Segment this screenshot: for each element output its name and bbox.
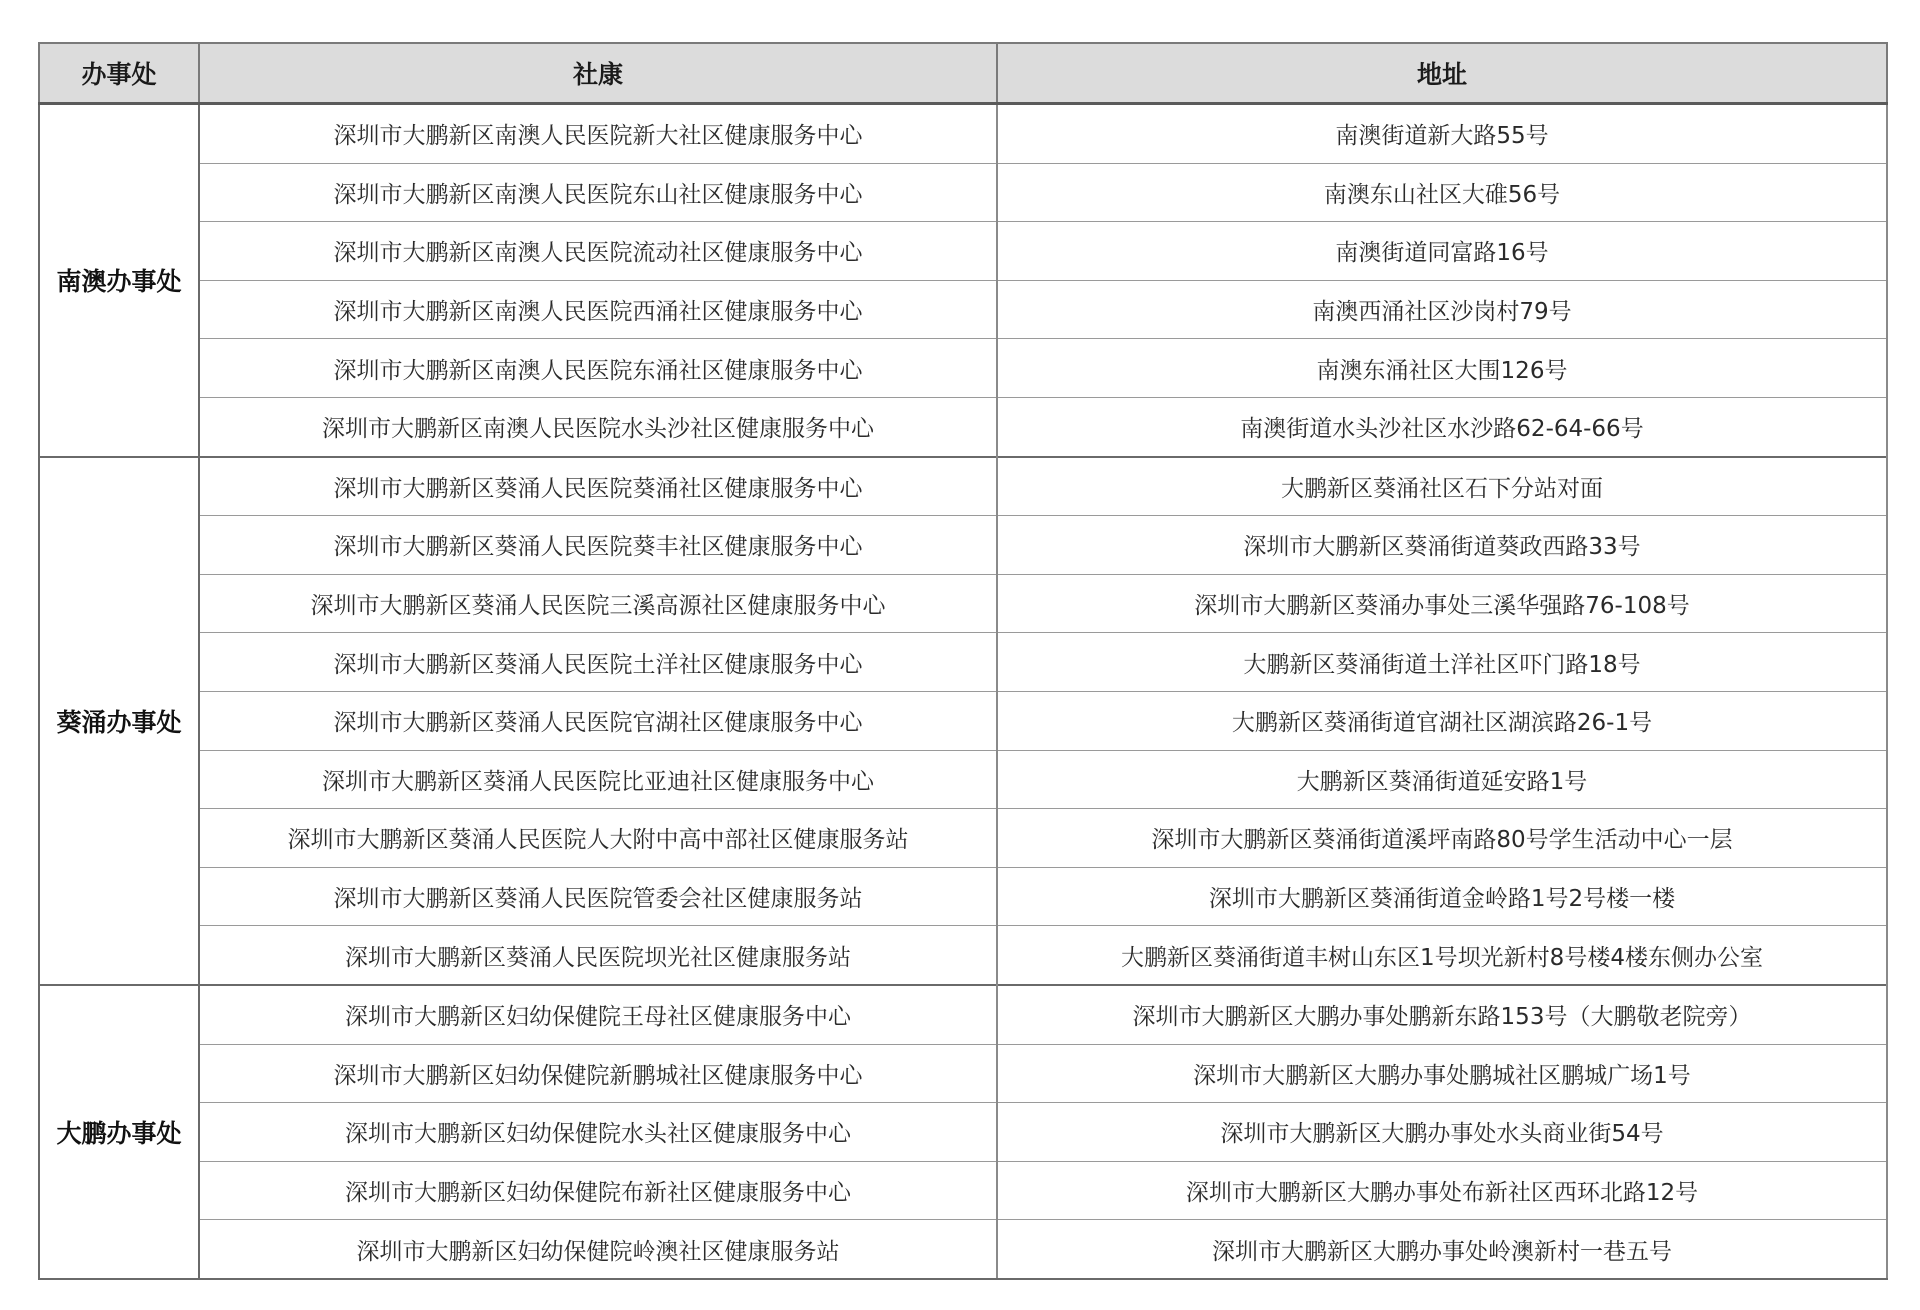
office-cell-kuichong: 葵涌办事处 [39, 457, 199, 985]
community-cell: 深圳市大鹏新区南澳人民医院东山社区健康服务中心 [199, 163, 997, 222]
table-header [39, 43, 1887, 104]
community-cell: 深圳市大鹏新区南澳人民医院水头沙社区健康服务中心 [199, 397, 997, 456]
table-row [39, 1161, 1887, 1220]
address-cell: 大鹏新区葵涌街道土洋社区吓门路18号 [997, 633, 1887, 692]
table-row [39, 222, 1887, 281]
community-cell: 深圳市大鹏新区南澳人民医院流动社区健康服务中心 [199, 222, 997, 281]
table-row [39, 280, 1887, 339]
community-cell: 深圳市大鹏新区葵涌人民医院管委会社区健康服务站 [199, 867, 997, 926]
community-cell: 深圳市大鹏新区妇幼保健院布新社区健康服务中心 [199, 1161, 997, 1220]
table-row [39, 339, 1887, 398]
table-row [39, 809, 1887, 868]
table-row [39, 574, 1887, 633]
community-cell: 深圳市大鹏新区葵涌人民医院三溪高源社区健康服务中心 [199, 574, 997, 633]
community-cell: 深圳市大鹏新区葵涌人民医院坝光社区健康服务站 [199, 926, 997, 985]
community-cell: 深圳市大鹏新区葵涌人民医院官湖社区健康服务中心 [199, 691, 997, 750]
address-cell: 深圳市大鹏新区葵涌街道溪坪南路80号学生活动中心一层 [997, 809, 1887, 868]
address-cell: 深圳市大鹏新区葵涌办事处三溪华强路76-108号 [997, 574, 1887, 633]
office-cell-nanao: 南澳办事处 [39, 104, 199, 457]
community-cell: 深圳市大鹏新区葵涌人民医院土洋社区健康服务中心 [199, 633, 997, 692]
address-cell: 南澳东涌社区大围126号 [997, 339, 1887, 398]
table-body [39, 104, 1887, 1279]
table-row [39, 633, 1887, 692]
address-cell: 深圳市大鹏新区大鹏办事处布新社区西环北路12号 [997, 1161, 1887, 1220]
address-cell: 深圳市大鹏新区大鹏办事处鹏城社区鹏城广场1号 [997, 1044, 1887, 1103]
address-cell: 南澳东山社区大碓56号 [997, 163, 1887, 222]
address-cell: 深圳市大鹏新区葵涌街道葵政西路33号 [997, 516, 1887, 575]
table-row [39, 1044, 1887, 1103]
community-cell: 深圳市大鹏新区葵涌人民医院葵涌社区健康服务中心 [199, 457, 997, 516]
address-cell: 大鹏新区葵涌街道官湖社区湖滨路26-1号 [997, 691, 1887, 750]
community-cell: 深圳市大鹏新区南澳人民医院西涌社区健康服务中心 [199, 280, 997, 339]
office-cell-dapeng: 大鹏办事处 [39, 985, 199, 1279]
address-cell: 深圳市大鹏新区葵涌街道金岭路1号2号楼一楼 [997, 867, 1887, 926]
community-cell: 深圳市大鹏新区妇幼保健院王母社区健康服务中心 [199, 985, 997, 1044]
address-cell: 大鹏新区葵涌社区石下分站对面 [997, 457, 1887, 516]
header-community: 社康 [199, 43, 997, 104]
community-cell: 深圳市大鹏新区南澳人民医院东涌社区健康服务中心 [199, 339, 997, 398]
table-row [39, 516, 1887, 575]
header-address: 地址 [997, 43, 1887, 104]
table-row [39, 1220, 1887, 1279]
address-cell: 南澳街道新大路55号 [997, 104, 1887, 164]
address-cell: 南澳街道水头沙社区水沙路62-64-66号 [997, 397, 1887, 456]
header-office: 办事处 [39, 43, 199, 104]
table-row [39, 397, 1887, 456]
address-cell: 南澳西涌社区沙岗村79号 [997, 280, 1887, 339]
table-row [39, 691, 1887, 750]
table-row [39, 163, 1887, 222]
address-cell: 大鹏新区葵涌街道丰树山东区1号坝光新村8号楼4楼东侧办公室 [997, 926, 1887, 985]
community-cell: 深圳市大鹏新区妇幼保健院水头社区健康服务中心 [199, 1103, 997, 1162]
address-cell: 深圳市大鹏新区大鹏办事处鹏新东路153号（大鹏敬老院旁） [997, 985, 1887, 1044]
table-row [39, 926, 1887, 985]
table-row [39, 104, 1887, 164]
community-cell: 深圳市大鹏新区妇幼保健院岭澳社区健康服务站 [199, 1220, 997, 1279]
community-cell: 深圳市大鹏新区葵涌人民医院葵丰社区健康服务中心 [199, 516, 997, 575]
address-cell: 南澳街道同富路16号 [997, 222, 1887, 281]
table-row [39, 750, 1887, 809]
table-row [39, 1103, 1887, 1162]
table-row [39, 985, 1887, 1044]
table-row [39, 867, 1887, 926]
community-cell: 深圳市大鹏新区葵涌人民医院人大附中高中部社区健康服务站 [199, 809, 997, 868]
community-cell: 深圳市大鹏新区葵涌人民医院比亚迪社区健康服务中心 [199, 750, 997, 809]
address-cell: 深圳市大鹏新区大鹏办事处水头商业街54号 [997, 1103, 1887, 1162]
header-row [39, 43, 1887, 104]
address-cell: 大鹏新区葵涌街道延安路1号 [997, 750, 1887, 809]
community-cell: 深圳市大鹏新区妇幼保健院新鹏城社区健康服务中心 [199, 1044, 997, 1103]
table-row [39, 457, 1887, 516]
community-cell: 深圳市大鹏新区南澳人民医院新大社区健康服务中心 [199, 104, 997, 164]
address-cell: 深圳市大鹏新区大鹏办事处岭澳新村一巷五号 [997, 1220, 1887, 1279]
community-health-table [38, 42, 1888, 1280]
